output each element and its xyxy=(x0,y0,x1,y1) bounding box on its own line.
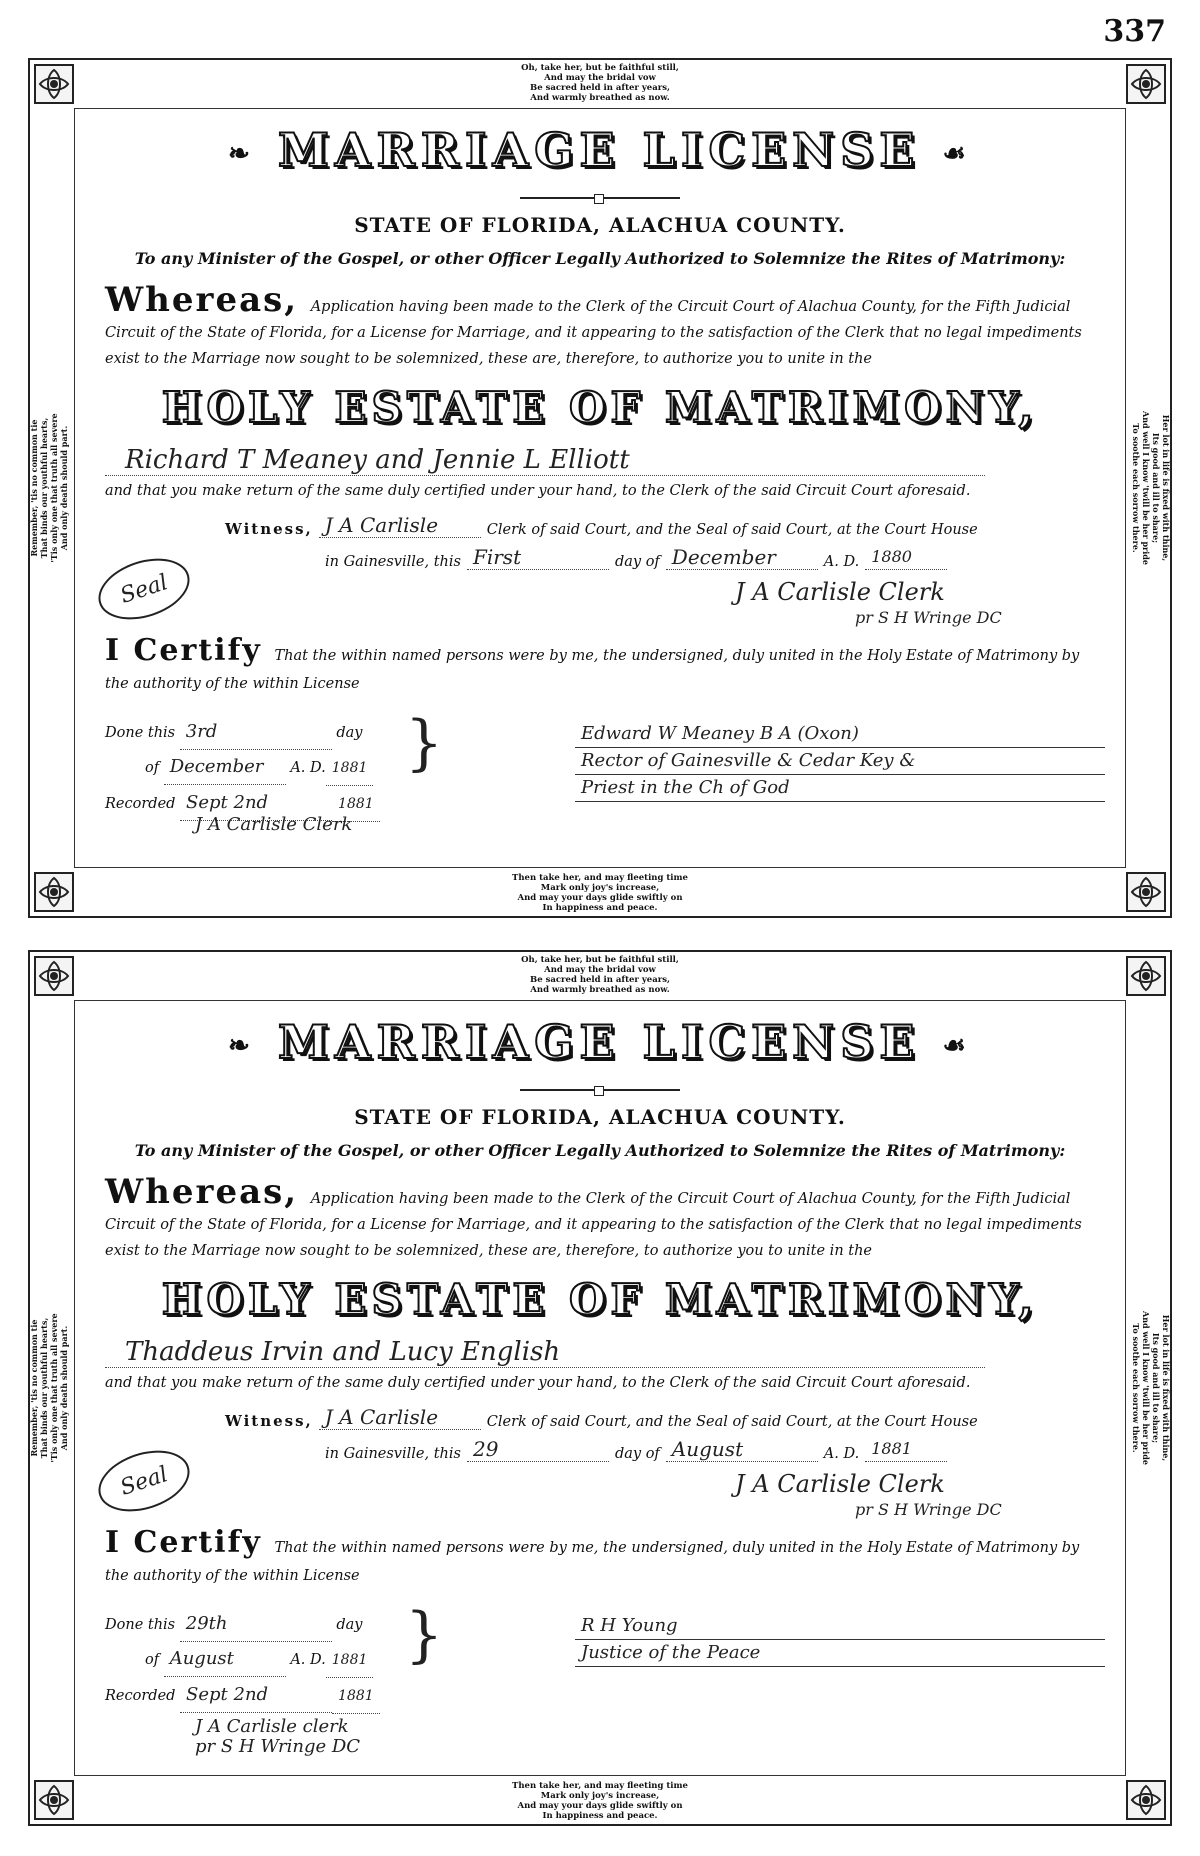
verse-left: Remember, 'tis no common tie That binds our youthful hearts, 'Tis only one that truth all severe And only death should part. xyxy=(29,1313,69,1463)
return-text: and that you make return of the same duly certified under your hand, to the Clerk of the said Circuit Court aforesaid. xyxy=(105,483,971,499)
done-month: December xyxy=(164,750,286,785)
verse-left: Remember, 'tis no common tie That binds our youthful hearts, 'Tis only one that truth all severe And only death should part. xyxy=(29,413,69,563)
corner-ornament-icon xyxy=(1126,64,1166,104)
corner-ornament-icon xyxy=(34,872,74,912)
page-number: 337 xyxy=(1103,14,1166,49)
certify-paragraph xyxy=(105,1525,1105,1590)
corner-ornament-icon xyxy=(1126,1780,1166,1820)
done-block: Done this 3rd day of December A. D. 1881 Recorded Sept 2nd 1881 xyxy=(105,715,425,822)
recorded-year: 1881 xyxy=(332,787,380,822)
whereas-text: Application having been made to the Clerk of the Circuit Court of Alachua County, for the Fifth Judicial Circuit of the State of Florida, for a License for Marriage, and it appearing to the satisfaction of the Clerk that no legal impediments exist to the Marriage now sought to be solemnized, these are, therefore, to authorize you to unite in the xyxy=(105,299,1082,367)
couple-names: Thaddeus Irvin and Lucy English xyxy=(105,1337,985,1368)
whereas-word: Whereas, xyxy=(105,280,299,320)
deputy-signature: pr S H Wringe DC xyxy=(855,608,1002,627)
issue-month: December xyxy=(666,545,818,570)
seal-stamp: Seal xyxy=(91,548,198,630)
recorded-year: 1881 xyxy=(332,1679,380,1714)
witness-label: Witness, xyxy=(225,520,313,538)
recorded-date: Sept 2nd xyxy=(180,786,332,821)
issue-month: August xyxy=(666,1437,818,1462)
issue-day: 29 xyxy=(467,1437,609,1462)
issue-date-row xyxy=(325,545,1095,570)
ad-label: A. D. xyxy=(823,554,860,570)
license-body xyxy=(74,108,1126,868)
seal-stamp: Seal xyxy=(91,1440,198,1522)
corner-ornament-icon xyxy=(34,64,74,104)
certify-text: That the within named persons were by me, the undersigned, duly united in the Holy Estate of Matrimony by the authority of the within License xyxy=(105,1540,1080,1584)
whereas-paragraph xyxy=(105,280,1105,372)
divider xyxy=(520,197,680,199)
witness-clerk-signature: J A Carlisle xyxy=(319,1405,481,1430)
divider xyxy=(520,1089,680,1091)
done-year: 1881 xyxy=(326,751,374,786)
state-heading: STATE OF FLORIDA, ALACHUA COUNTY. xyxy=(354,213,846,237)
marriage-license-2 xyxy=(28,950,1172,1826)
witness-row xyxy=(225,513,1115,538)
recorded-date: Sept 2nd xyxy=(180,1678,332,1713)
address-line: To any Minister of the Gospel, or other Officer Legally Authorized to Solemnize the Rites of Matrimony: xyxy=(134,249,1066,268)
license-title: ❧ MARRIAGE LICENSE ☙ xyxy=(228,123,972,177)
verse-bottom: Then take her, and may fleeting time Mark only joy's increase, And may your days glide swiftly on In happiness and peace. xyxy=(512,1781,688,1821)
address-line: To any Minister of the Gospel, or other Officer Legally Authorized to Solemnize the Rites of Matrimony: xyxy=(134,1141,1066,1160)
verse-bottom: Then take her, and may fleeting time Mark only joy's increase, And may your days glide swiftly on In happiness and peace. xyxy=(512,873,688,913)
deputy-signature: pr S H Wringe DC xyxy=(855,1500,1002,1519)
corner-ornament-icon xyxy=(34,956,74,996)
verse-right: Her lot in life is fixed with thine, Its good and ill to share; And well I know 'twill be her pride To soothe each sorrow there. xyxy=(1131,411,1171,565)
clerk-text: Clerk of said Court, and the Seal of said Court, at the Court House xyxy=(486,1414,978,1430)
brace-icon: } xyxy=(405,1600,444,1670)
officiant-signature: R H Young Justice of the Peace xyxy=(575,1613,1105,1667)
brace-icon: } xyxy=(405,708,444,778)
license-title: ❧ MARRIAGE LICENSE ☙ xyxy=(228,1015,972,1069)
recorder-signature: J A Carlisle clerk pr S H Wringe DC xyxy=(195,1716,361,1757)
state-heading: STATE OF FLORIDA, ALACHUA COUNTY. xyxy=(354,1105,846,1129)
clerk-signature: J A Carlisle Clerk xyxy=(735,1470,945,1498)
witness-row xyxy=(225,1405,1115,1430)
certify-paragraph xyxy=(105,633,1105,698)
marriage-license-1 xyxy=(28,58,1172,918)
couple-names: Richard T Meaney and Jennie L Elliott xyxy=(105,445,985,476)
certify-word: I Certify xyxy=(105,633,262,668)
day-of-label: day of xyxy=(614,1446,660,1462)
issue-date-row xyxy=(325,1437,1095,1462)
issue-day: First xyxy=(467,545,609,570)
in-gainesville-label: in Gainesville, this xyxy=(325,554,461,570)
clerk-signature-block xyxy=(735,1471,1065,1523)
witness-label: Witness, xyxy=(225,1412,313,1430)
license-body xyxy=(74,1000,1126,1776)
day-of-label: day of xyxy=(614,554,660,570)
officiant-signature: Edward W Meaney B A (Oxon) Rector of Gainesville & Cedar Key & Priest in the Ch of God xyxy=(575,721,1105,802)
verse-top: Oh, take her, but be faithful still, And may the bridal vow Be sacred held in after years, And warmly breathed as now. xyxy=(521,955,679,995)
ad-label: A. D. xyxy=(823,1446,860,1462)
verse-top: Oh, take her, but be faithful still, And may the bridal vow Be sacred held in after years, And warmly breathed as now. xyxy=(521,63,679,103)
in-gainesville-label: in Gainesville, this xyxy=(325,1446,461,1462)
return-text: and that you make return of the same duly certified under your hand, to the Clerk of the said Circuit Court aforesaid. xyxy=(105,1375,971,1391)
recorder-signature: J A Carlisle Clerk xyxy=(195,814,353,835)
done-month: August xyxy=(164,1642,286,1677)
flourish-icon: ☙ xyxy=(942,1031,972,1061)
witness-clerk-signature: J A Carlisle xyxy=(319,513,481,538)
flourish-icon: ☙ xyxy=(942,139,972,169)
clerk-text: Clerk of said Court, and the Seal of said Court, at the Court House xyxy=(486,522,978,538)
issue-year: 1880 xyxy=(865,547,947,570)
holy-estate-heading: HOLY ESTATE OF MATRIMONY, xyxy=(161,1275,1039,1324)
certify-text: That the within named persons were by me, the undersigned, duly united in the Holy Estate of Matrimony by the authority of the within License xyxy=(105,648,1080,692)
corner-ornament-icon xyxy=(1126,956,1166,996)
holy-estate-heading: HOLY ESTATE OF MATRIMONY, xyxy=(161,383,1039,432)
clerk-signature-block xyxy=(735,579,1065,631)
verse-right: Her lot in life is fixed with thine, Its good and ill to share; And well I know 'twill be her pride To soothe each sorrow there. xyxy=(1131,1311,1171,1465)
certify-word: I Certify xyxy=(105,1525,262,1560)
issue-year: 1881 xyxy=(865,1439,947,1462)
corner-ornament-icon xyxy=(34,1780,74,1820)
done-year: 1881 xyxy=(326,1643,374,1678)
corner-ornament-icon xyxy=(1126,872,1166,912)
whereas-paragraph xyxy=(105,1172,1105,1264)
whereas-word: Whereas, xyxy=(105,1172,299,1212)
flourish-icon: ❧ xyxy=(228,1031,256,1061)
done-block: Done this 29th day of August A. D. 1881 Recorded Sept 2nd 1881 xyxy=(105,1607,425,1714)
done-day: 29th xyxy=(180,1607,332,1642)
done-day: 3rd xyxy=(180,715,332,750)
flourish-icon: ❧ xyxy=(228,139,256,169)
clerk-signature: J A Carlisle Clerk xyxy=(735,578,945,606)
whereas-text: Application having been made to the Clerk of the Circuit Court of Alachua County, for the Fifth Judicial Circuit of the State of Florida, for a License for Marriage, and it appearing to the satisfaction of the Clerk that no legal impediments exist to the Marriage now sought to be solemnized, these are, therefore, to authorize you to unite in the xyxy=(105,1191,1082,1259)
